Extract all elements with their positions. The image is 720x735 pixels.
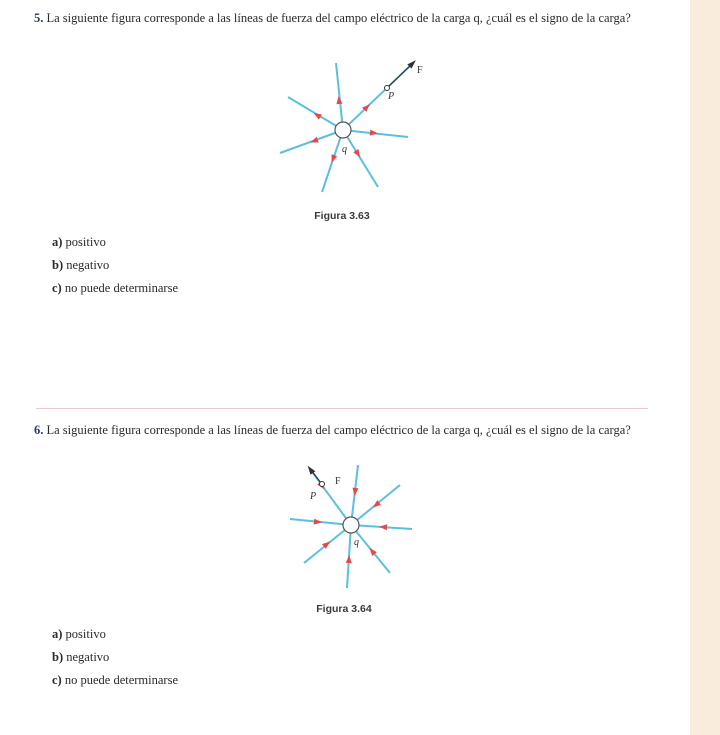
figure-3-63	[270, 55, 430, 205]
option-b[interactable]	[52, 649, 178, 672]
label-p: P	[310, 491, 317, 502]
option-label: b)	[52, 258, 64, 272]
section-divider	[36, 408, 648, 409]
field-line	[336, 63, 343, 130]
field-line	[343, 130, 378, 187]
option-label: c)	[52, 673, 62, 687]
option-label: a)	[52, 627, 63, 641]
label-f: F	[335, 476, 341, 487]
question-number: 6.	[34, 423, 44, 437]
figure-caption: Figura 3.64	[316, 603, 372, 615]
option-text: no puede determinarse	[64, 281, 178, 295]
label-q: q	[342, 144, 347, 155]
arrow	[370, 130, 379, 137]
label-f: F	[417, 65, 423, 76]
question-6	[34, 422, 654, 438]
question-5	[34, 10, 654, 26]
arrow	[314, 519, 323, 526]
label-p: P	[388, 91, 395, 102]
figure-3-64	[280, 455, 430, 600]
option-text: negativo	[66, 650, 110, 664]
side-strip	[690, 0, 720, 735]
arrow	[336, 96, 343, 105]
option-text: positivo	[65, 627, 106, 641]
force-vector	[388, 58, 418, 87]
point-p-marker	[320, 482, 325, 487]
charge-q	[335, 122, 351, 138]
options-5	[52, 234, 178, 303]
question-number: 5.	[34, 11, 44, 25]
option-text: positivo	[65, 235, 106, 249]
force-vector	[305, 464, 321, 483]
option-label: a)	[52, 235, 63, 249]
option-c[interactable]	[52, 280, 178, 303]
question-text: La siguiente figura corresponde a las líneas de fuerza del campo eléctrico de la carga q, ¿cuál es el signo de la carga?	[46, 423, 631, 437]
arrow	[352, 488, 359, 497]
option-text: negativo	[66, 258, 110, 272]
question-text: La siguiente figura corresponde a las líneas de fuerza del campo eléctrico de la carga q, ¿cuál es el signo de la carga?	[46, 11, 631, 25]
option-text: no puede determinarse	[64, 673, 178, 687]
option-c[interactable]	[52, 672, 178, 695]
figure-caption: Figura 3.63	[314, 210, 370, 222]
option-a[interactable]	[52, 234, 178, 257]
charge-q	[343, 517, 359, 533]
option-label: b)	[52, 650, 64, 664]
option-label: c)	[52, 281, 62, 295]
options-6	[52, 626, 178, 695]
option-a[interactable]	[52, 626, 178, 649]
point-p-marker	[385, 86, 390, 91]
arrow	[346, 555, 353, 563]
arrow	[379, 524, 387, 531]
label-q: q	[354, 537, 359, 548]
option-b[interactable]	[52, 257, 178, 280]
